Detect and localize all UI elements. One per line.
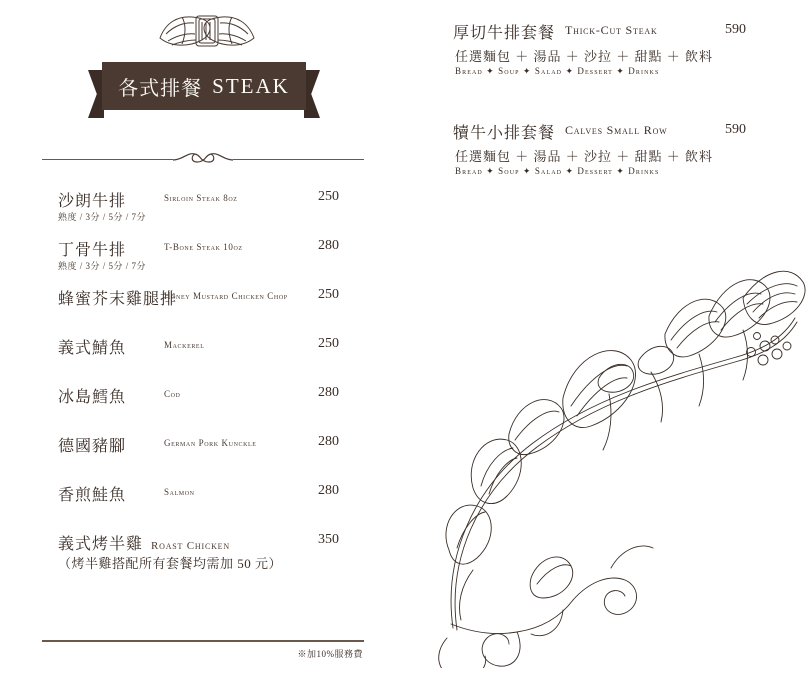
item-price: 280	[318, 434, 339, 449]
item-name-en: Salmon	[164, 487, 195, 497]
item-name-zh	[58, 531, 230, 554]
bottom-rule	[42, 640, 364, 642]
set-includes-en: Bread ✦ Soup ✦ Salad ✦ Dessert ✦ Drinks	[455, 66, 660, 76]
item-price: 280	[318, 483, 339, 498]
steak-menu-list	[42, 186, 364, 589]
botanical-vine-icon	[413, 238, 809, 668]
section-banner	[88, 62, 320, 122]
menu-item	[42, 284, 364, 333]
right-column	[405, 0, 810, 700]
menu-item	[42, 529, 364, 589]
set-includes-en: Bread ✦ Soup ✦ Salad ✦ Dessert ✦ Drinks	[455, 166, 660, 176]
set-price: 590	[725, 22, 746, 37]
item-price: 250	[318, 336, 339, 351]
item-note: （烤半雞搭配所有套餐均需加 50 元）	[58, 556, 283, 571]
item-name-zh: 香煎鮭魚	[58, 487, 127, 504]
item-price: 350	[318, 532, 339, 547]
service-charge-note: ※加10%服務費	[297, 649, 363, 659]
item-name-zh: 蜂蜜芥末雞腿排	[58, 291, 178, 308]
item-name-en: T-Bone Steak 10oz	[164, 242, 243, 252]
set-includes-zh: 任選麵包 ＋ 湯品 ＋ 沙拉 ＋ 甜點 ＋ 飲料	[455, 149, 714, 164]
set-title-zh: 犢牛小排套餐	[453, 125, 556, 142]
item-name-zh: 義式鯖魚	[58, 340, 127, 357]
napkin-ring-icon	[152, 8, 262, 60]
menu-item	[42, 235, 364, 284]
set-includes-zh: 任選麵包 ＋ 湯品 ＋ 沙拉 ＋ 甜點 ＋ 飲料	[455, 49, 714, 64]
item-note: 熟度 / 3分 / 5分 / 7分	[58, 261, 147, 271]
menu-item	[42, 333, 364, 382]
item-name-zh: 沙朗牛排	[58, 193, 127, 210]
item-price: 250	[318, 287, 339, 302]
item-price: 280	[318, 238, 339, 253]
set-title-en: Thick-Cut Steak	[565, 23, 658, 37]
banner-text	[102, 62, 306, 110]
set-title-en: Calves Small Row	[565, 123, 668, 137]
item-name-en: Roast Chicken	[151, 540, 230, 552]
banner-title-zh: 各式排餐	[118, 77, 203, 100]
item-name-en: Sirloin Steak 8oz	[164, 193, 238, 203]
item-name-zh: 德國豬腳	[58, 438, 127, 455]
item-price: 250	[318, 189, 339, 204]
ornamental-divider	[42, 150, 364, 170]
menu-item	[42, 382, 364, 431]
item-name-en: Honey Mustard Chicken Chop	[164, 291, 288, 301]
banner-right-tail	[304, 70, 320, 118]
menu-item	[42, 186, 364, 235]
set-title-zh: 厚切牛排套餐	[453, 25, 556, 42]
item-note: 熟度 / 3分 / 5分 / 7分	[58, 212, 147, 222]
item-name-en: Mackerel	[164, 340, 205, 350]
item-name-en: German Pork Kunckle	[164, 438, 257, 448]
menu-item	[42, 431, 364, 480]
item-price: 280	[318, 385, 339, 400]
item-name-zh: 冰島鱈魚	[58, 389, 127, 406]
item-name-zh: 丁骨牛排	[58, 242, 127, 259]
item-name-zh-text: 義式烤半雞	[58, 536, 144, 553]
menu-item	[42, 480, 364, 529]
divider-swirl	[173, 150, 233, 169]
banner-title-en: STEAK	[212, 73, 290, 98]
item-name-en: Cod	[164, 389, 181, 399]
set-price: 590	[725, 122, 746, 137]
